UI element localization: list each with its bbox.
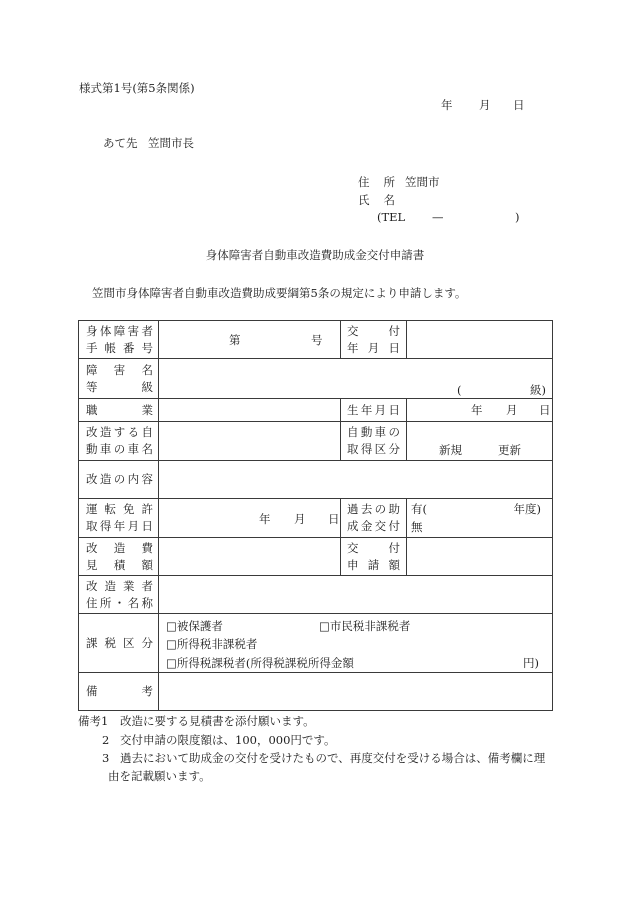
license-date-label <box>79 499 159 538</box>
label-line: 住所・名称 <box>86 595 153 610</box>
intro-sentence: 笠間市身体障害者自動車改造費助成要綱第5条の規定により申請します。 <box>92 286 467 300</box>
note-3-text-line-1: 過去において助成金の交付を受けたもので、再度交付を受ける場合は、備考欄に理 <box>120 751 546 765</box>
past-grant-yes[interactable]: 有( <box>411 502 427 516</box>
tax-option-welfare <box>166 619 223 633</box>
past-grant-field[interactable] <box>407 499 553 538</box>
label-line: 取得年月日 <box>86 519 153 533</box>
label-line: 改造業者 <box>86 578 153 593</box>
acquisition-type-field[interactable] <box>407 422 553 461</box>
grade-close: 級) <box>530 383 546 397</box>
tax-option-income-exempt <box>166 637 257 651</box>
option-label: 所得税課税者(所得税課税所得金額 <box>176 656 354 670</box>
grade-open: ( <box>457 383 462 397</box>
tax-category-field <box>159 614 553 673</box>
tel-close: ) <box>515 210 520 224</box>
note-3-number: 3 <box>102 751 110 765</box>
past-grant-no[interactable]: 無 <box>411 520 423 534</box>
date-year-label: 年 <box>441 98 453 112</box>
label-line: 生年月日 <box>347 402 400 417</box>
label-line: 障害名 <box>86 362 153 377</box>
checkbox[interactable]: □ <box>166 637 177 651</box>
remarks-label <box>79 673 159 711</box>
label-line: 改造する自 <box>86 425 153 439</box>
label-line: 身体障害者 <box>86 323 153 338</box>
acquisition-new-option[interactable]: 新規 <box>439 443 462 457</box>
addressee-label: あて先 <box>103 136 138 150</box>
label-line: 過去の助 <box>347 502 400 516</box>
note-number: 1 <box>101 714 109 728</box>
occupation-field[interactable] <box>159 399 341 422</box>
option-label: 被保護者 <box>176 619 223 633</box>
label-line: 申請額 <box>347 557 400 572</box>
label-line: 自動車の <box>347 425 400 439</box>
label-line: 改造費 <box>86 540 153 555</box>
vehicle-name-field[interactable] <box>159 422 341 461</box>
birth-date-field[interactable] <box>407 399 553 422</box>
modification-label <box>79 461 159 499</box>
vehicle-name-label <box>79 422 159 461</box>
license-date-field[interactable] <box>159 499 341 538</box>
tax-option-municipal-exempt <box>319 619 410 633</box>
remarks-field[interactable] <box>159 673 553 711</box>
addressee-value: 笠間市長 <box>148 136 194 150</box>
label-line: 運転免許 <box>86 502 153 516</box>
date-month-label: 月 <box>479 98 491 112</box>
estimate-label <box>79 538 159 576</box>
form-number: 様式第1号(第5条関係) <box>79 81 195 95</box>
date-day-label: 日 <box>513 98 525 112</box>
license-day-label: 日 <box>328 512 340 526</box>
disability-field[interactable] <box>159 359 553 399</box>
checkbox[interactable]: □ <box>319 619 330 633</box>
label-line: 交付 <box>347 540 400 555</box>
handbook-number-prefix: 第 <box>229 333 241 347</box>
label-line: 見積額 <box>86 557 153 572</box>
address-label: 住所 <box>358 175 395 189</box>
requested-amount-field[interactable] <box>407 538 553 576</box>
address-value: 笠間市 <box>405 175 440 189</box>
modification-field[interactable] <box>159 461 553 499</box>
contractor-field[interactable] <box>159 576 553 614</box>
acquisition-type-label <box>341 422 407 461</box>
name-label: 氏名 <box>358 193 395 207</box>
tel-dash: — <box>432 210 444 224</box>
note-2-number: 2 <box>102 733 110 747</box>
label-line: 成金交付 <box>347 519 400 533</box>
option-label: 所得税非課税者 <box>176 637 258 651</box>
label-line: 取得区分 <box>347 442 400 456</box>
handbook-number-label <box>79 321 159 359</box>
note-1-number <box>78 714 108 728</box>
acquisition-renewal-option[interactable]: 更新 <box>498 443 521 457</box>
option-label: 市民税非課税者 <box>329 619 411 633</box>
label-line: 等級 <box>86 379 153 394</box>
label-line: 動車の車名 <box>86 442 153 456</box>
handbook-number-suffix: 号 <box>311 333 323 347</box>
past-grant-fiscal-year: 年度) <box>513 502 541 516</box>
application-table <box>78 320 553 711</box>
birth-year-label: 年 <box>471 403 483 417</box>
label-line: 手帳番号 <box>86 340 153 355</box>
requested-amount-label <box>341 538 407 576</box>
license-month-label: 月 <box>294 512 306 526</box>
birth-date-label <box>341 399 407 422</box>
taxable-amount-close: 円) <box>523 656 539 670</box>
birth-day-label: 日 <box>539 403 551 417</box>
occupation-label <box>79 399 159 422</box>
tax-option-income-taxed <box>166 656 354 670</box>
label-line: 改造の内容 <box>86 472 153 486</box>
label-line: 職業 <box>86 402 153 417</box>
issue-date-field[interactable] <box>407 321 553 359</box>
tax-category-label <box>79 614 159 673</box>
checkbox[interactable]: □ <box>166 656 177 670</box>
note-3-text-line-2: 由を記載願います。 <box>108 769 211 783</box>
note-1-text: 改造に要する見積書を添付願います。 <box>120 714 315 728</box>
label-line: 交付 <box>347 323 400 338</box>
past-grant-label <box>341 499 407 538</box>
document-title: 身体障害者自動車改造費助成金交付申請書 <box>205 248 425 262</box>
note-2-text: 交付申請の限度額は、100，000円です。 <box>120 733 336 747</box>
label-line: 備考 <box>86 684 153 698</box>
handbook-number-field[interactable] <box>159 321 341 359</box>
label-line: 年月日 <box>347 340 400 355</box>
license-year-label: 年 <box>259 512 271 526</box>
contractor-label <box>79 576 159 614</box>
birth-month-label: 月 <box>506 403 518 417</box>
estimate-field[interactable] <box>159 538 341 576</box>
disability-label <box>79 359 159 399</box>
issue-date-label <box>341 321 407 359</box>
notes-label: 備考 <box>78 714 101 728</box>
label-line: 課税区分 <box>86 635 153 650</box>
tel-open: (TEL <box>377 210 406 224</box>
checkbox[interactable]: □ <box>166 619 177 633</box>
